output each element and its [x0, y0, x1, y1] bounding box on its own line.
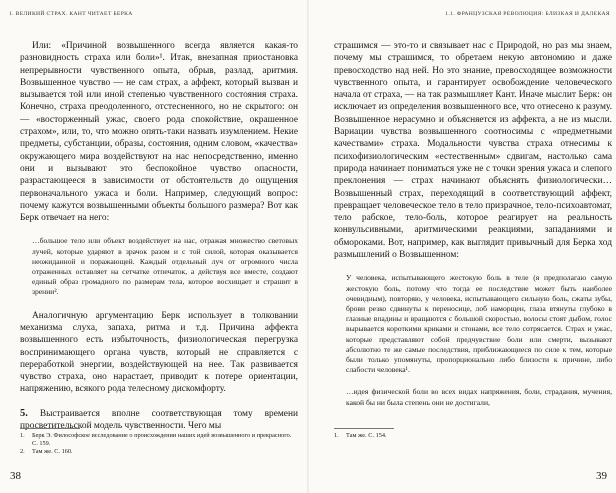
page-body	[20, 40, 298, 432]
running-head: 1.1. ФРАНЦУЗСКАЯ РЕВОЛЮЦИЯ: БЛИЗКАЯ И ДАЛЕКАЯ	[445, 11, 610, 17]
block-quote: …большое тело или объект воздействует на нас, отражая множество световых лучей, которые ударяют в зрачок разом и с той силой, которая оказывается неожиданной и поражающей. Каждый отдельный луч от огромного числа отраженных оставляет на сетчатке отпечаток, а действуя все вместе, создают единый образ громадного по размерам тела, которое восхищает и страшит в зрении².	[32, 236, 298, 297]
block-quote: У человека, испытывающего жестокую боль в теле (я предполагаю самую жестокую боль, потому что тогда ее последствие может быть наиболее очевидным), повторяю, у человека, испытывающего сильную боль, сжаты зубы, брови резко сдвинуты к переносице, лоб наморщен, глаза втянуты глубоко в глазные впадины и вращаются с большой скоростью, волосы стоят дыбом, голос вырывается короткими криками и стонами, все тело сотрясается. Страх и ужас, которые представляют собой предчувствие боли или смерти, вызывают абсолютно те же самые последствия, приближающиеся по силе к тем, которые были только упомянуты, пропорционально либо близости к причине, либо слабости человека¹.	[346, 273, 612, 375]
footnote-number: 1.	[334, 432, 339, 439]
right-page	[308, 0, 616, 493]
footnote	[334, 432, 612, 440]
footnotes	[334, 428, 612, 440]
footnote-text: Берк Э. Философское исследование о происхождении наших идей возвышенного и прекрасного. С. 159.	[32, 432, 292, 448]
footnote-text: Там же. С. 154.	[346, 432, 387, 439]
footnote	[20, 448, 298, 456]
footnote-rule	[20, 428, 80, 429]
paragraph: страшимся — это-то и связывает нас с Природой, но раз мы знаем, почему мы страшимся, то обретаем некую автономию и даже превосходство над ней. Но это знание, превосходящее возможности чувственного опыта, и гарантирует освобождение человеческого начала от страха, — на так размышляет Кант. Иначе мыслит Берк: он исключает из определения возвышенного все, что отнесено к разуму. Возвышенное нерасумно и объясняется из аффекта, а не из мысли. Вариации чувства возвышенного соотносимы с «предметными качествами» страха. Модальности чувства страха отнесимы к психофизиологическим «естественным» сдвигам, настолько сама природа начинает пониматься уже не с точки зрения ужаса и слепого преклонения — страх начинают объяснять физиологически… Возвышенный страх, переходящий в соответствующий аффект, превращает человеческое тело в тело призрачное, тело-психоавтомат, тело рабское, тело-боль, которое реагирует на реальность конвульсивными, аритмическими реакциями, западаниями и обмороками. Вот, например, как выглядит привычный для Берка ход размышлений о Возвышенном:	[334, 41, 612, 261]
page-body	[334, 40, 612, 408]
paragraph-text: Выстраивается вполне соответствующая тому времени просветительской модель чувственности. Чего мы	[20, 408, 298, 432]
running-head: 1. ВЕЛИКИЙ СТРАХ. КАНТ ЧИТАЕТ БЕРКА	[9, 11, 133, 17]
footnote-number: 2.	[20, 448, 25, 456]
paragraph: Или: «Причиной возвышенного всегда является какая-то разновидность страха или боли»¹. Итак, внезапная приостановка непрерывности чувственного опыта, обрыв, разлад, аритмия. Возвышенное чувство — не сам страх, а аффект, который вызван и вызывается той или иной степенью чувственного состояния страха. Конечно, страха преодоленного, отстесненного, но не скрытого: он — «восторженный ужас, своего рода спокойствие, окрашенное страхом», или, то, что можно опять-таки назвать изумлением. Некие предметы, субстанции, образы, состояния, одним словом, «качества» окружающего мира воздействуют на нас непосредственно, именно они и вызывают это беспокойное чувство опасности, разрастающееся в зависимости от обстоятельств до ощущения первоначального ужаса и боли. Например, следующий вопрос: почему кажутся возвышенными объекты большого размера? Вот как Берк отвечает на него:	[20, 41, 298, 224]
footnote-rule	[334, 428, 394, 429]
footnote-number: 1.	[20, 432, 25, 439]
section-number: 5.	[20, 407, 28, 419]
page-number: 38	[10, 470, 21, 482]
footnotes	[20, 428, 298, 457]
paragraph: Аналогичную аргументацию Берк использует в толковании механизма слуха, запаха, ритма и т.д. Причина аффекта возвышенного есть избыточность, физиологическая перегрузка воспринимающего органа чувств, который не справляется с переработкой энергии, воздействующей на нее. Так развивается чувство страха, оно нарастает, приводит к потере ориентации, напряжению, всякого рода телесному дискомфорту.	[20, 310, 298, 395]
block-quote: …идея физической боли во всех видах напряжения, боли, страдания, мучения, какой бы ни была степень они не достигали,	[346, 387, 612, 407]
page-number: 39	[596, 470, 607, 482]
footnote-text: Там же. С. 160.	[32, 448, 73, 456]
footnote	[20, 432, 298, 448]
